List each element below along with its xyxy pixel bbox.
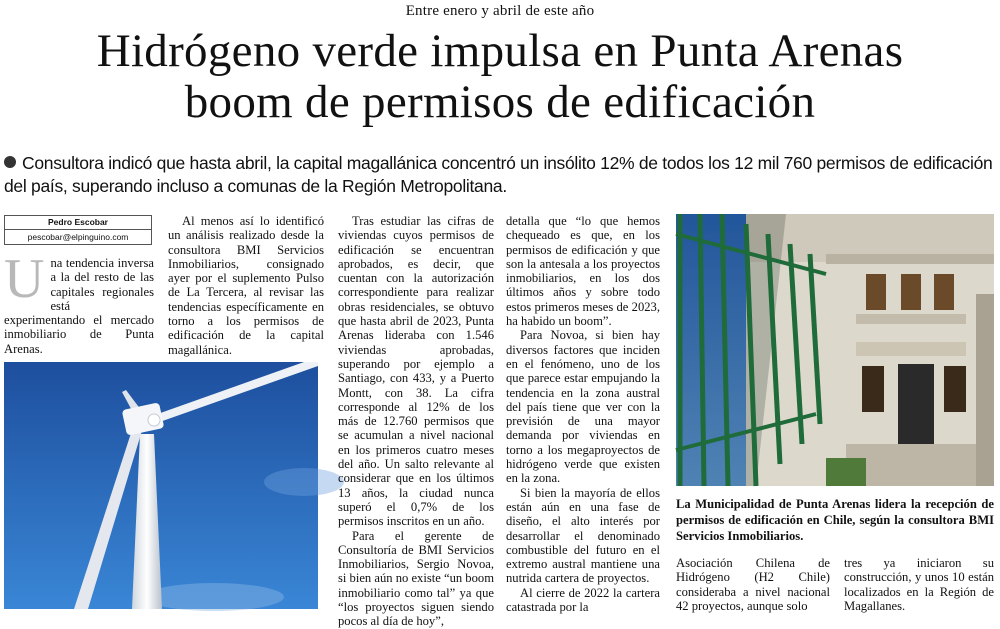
intro-paragraph: [4, 248, 154, 356]
photo-wind-turbine: [4, 362, 318, 609]
headline-line-1: Hidrógeno verde impulsa en Punta Arenas: [96, 25, 904, 77]
intro-text: na tendencia inversa a la del resto de las capitales regionales está experimentando el mercado inmobiliario de Punta Arenas.: [4, 256, 154, 356]
paragraph: Tras estudiar las cifras de viviendas cuyos permisos de edificación se encuentran aprobados, es decir, que cuentan con la autorización correspondiente para realizar obras residenciales, se obtuvo que hasta abril de 2023, Punta Arenas lideraba con 1.546 viviendas aprobadas, superando por ejemplo a Santiago, con 433, y a Puerto Montt, con 38. La cifra corresponde al 12% de los más de 12.760 permisos que se acumulan a nivel nacional en los primeros cuatro meses del año. Un salto relevante al considerar que en los últimos 13 años, la ciudad nunca superó el 0,7% de los permisos inscritos en un año.: [338, 214, 494, 529]
body-column-4: [676, 556, 830, 613]
author-email[interactable]: pescobar@elpinguino.com: [27, 232, 129, 242]
photo-municipal-building: [676, 214, 994, 486]
dropcap: U: [4, 248, 45, 310]
body-column-3: [506, 214, 660, 614]
byline-box: [4, 215, 152, 245]
paragraph: tres ya iniciaron su construcción, y unos 10 están localizados en la Región de Magallanes.: [844, 556, 994, 613]
paragraph: Al menos así lo identificó un análisis realizado desde la consultora BMI Servicios Inmobiliarios, consignado ayer por el suplemento Pulso de La Tercera, al revisar las tendencias específicamente en torno a los permisos de edificación de la capital magallánica.: [168, 214, 324, 357]
headline-line-2: boom de permisos de edificación: [184, 76, 816, 128]
paragraph: detalla que “lo que hemos chequeado es que, en los permisos de edificación y que son la antesala a los proyectos inmobiliarios, en los dos últimos años y sobre todo estos primeros meses de 2023, ha habido un boom”.: [506, 214, 660, 329]
author-name: Pedro Escobar: [5, 216, 151, 230]
headline: [0, 26, 1000, 128]
paragraph: Para Novoa, si bien hay diversos factores que inciden en el fenómeno, uno de los que parece estar empujando la tendencia en la zona austral del país tiene que ver con la previsión de una mayor demanda por viviendas en torno a los megaproyectos de hidrógeno verde que existen en la zona.: [506, 328, 660, 486]
wind-turbine-image: [4, 362, 318, 609]
paragraph: Al cierre de 2022 la cartera catastrada por la: [506, 585, 660, 615]
photo-caption: La Municipalidad de Punta Arenas lidera la recepción de permisos de edificación en Chile, según la consultora BMI Servicios Inmobiliarios.: [676, 497, 994, 543]
body-column-2: [338, 214, 494, 629]
paragraph: Si bien la mayoría de ellos están aún en una fase de diseño, el alto interés por desarrollar el denominado combustible del futuro en el extremo austral mantiene una nutrida cartera de proyectos.: [506, 485, 660, 586]
kicker: Entre enero y abril de este año: [405, 3, 595, 19]
bullet-icon: [4, 156, 16, 168]
summary-text: Consultora indicó que hasta abril, la capital magallánica concentró un insólito 12% de todos los 12 mil 760 permisos de edificación del país, superando incluso a comunas de la Región Metropolitana.: [4, 153, 993, 196]
body-column-5: [844, 556, 994, 613]
body-column-1: [168, 214, 324, 357]
building-image: [676, 214, 994, 486]
paragraph: Asociación Chilena de Hidrógeno (H2 Chile) consideraba a nivel nacional 42 proyectos, aunque solo: [676, 556, 830, 613]
paragraph: Para el gerente de Consultoría de BMI Servicios Inmobiliarios, Sergio Novoa, si bien aún no existe “un boom inmobiliario como tal” ya que “los proyectos siguen siendo pocos al día de hoy”,: [338, 528, 494, 629]
summary: [4, 152, 996, 198]
